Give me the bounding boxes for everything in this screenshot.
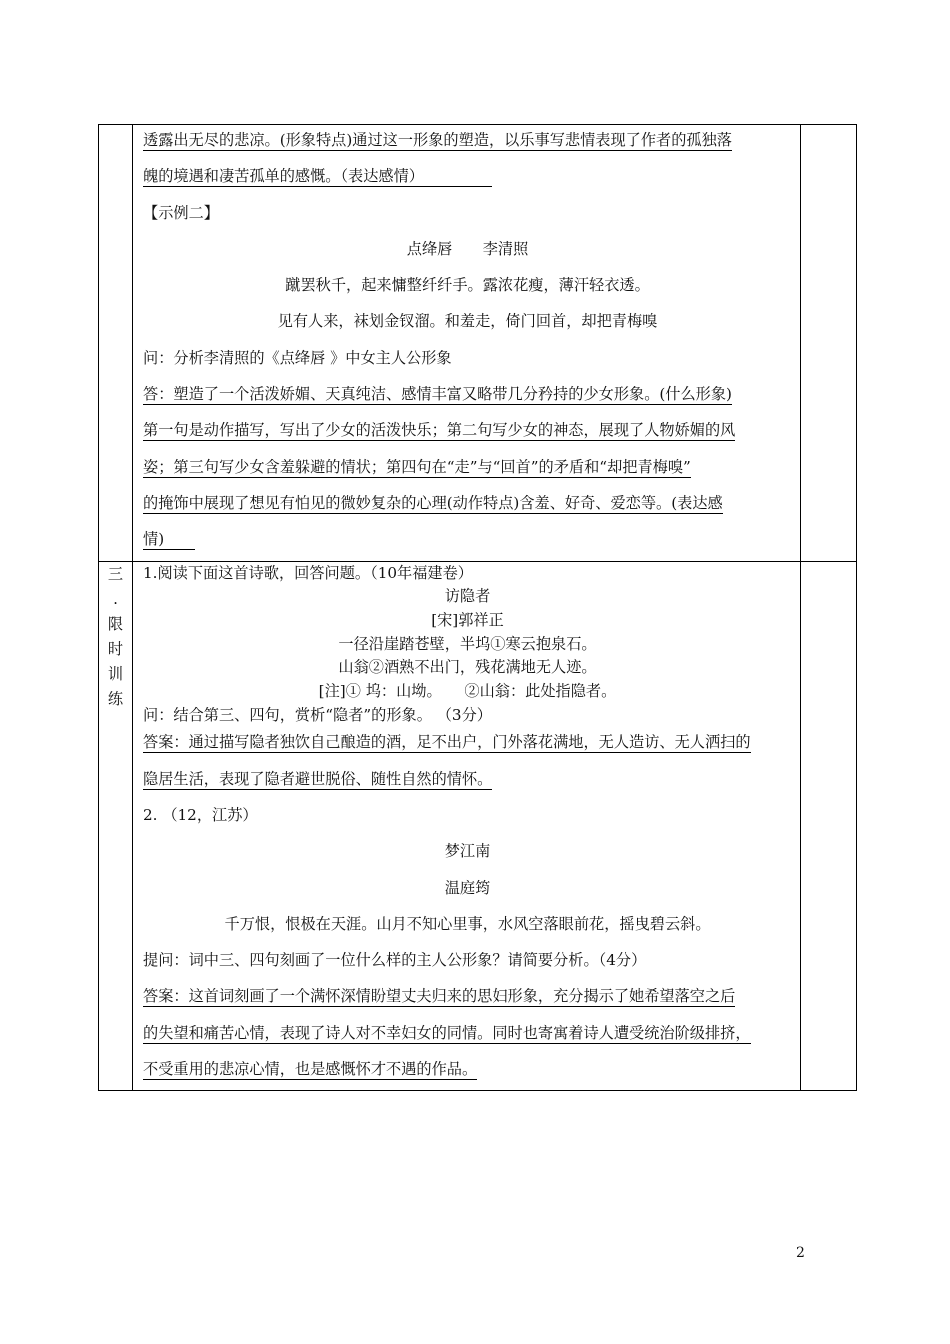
- poem-line: 见有人来，袜划金钗溜。和羞走，倚门回首，却把青梅嗅: [277, 312, 658, 331]
- poem-author: 温庭筠: [444, 878, 491, 897]
- poem-line: 山翁②酒熟不出门，残花满地无人迹。: [338, 658, 597, 677]
- question-text: 问：结合第三、四句，赏析“隐者”的形象。 （3分）: [143, 705, 492, 724]
- section-label-char: 三: [107, 564, 124, 583]
- content-cell-section3: [133, 561, 801, 1091]
- poem-line: 一径沿崖踏苍壁，半坞①寒云抱泉石。: [338, 634, 597, 653]
- answer-line: 答案：通过描写隐者独饮自己酿造的酒，足不出户，门外落花满地，无人造访、无人洒扫的: [143, 733, 751, 752]
- section-label-char: 练: [107, 689, 124, 708]
- analysis-line: 透露出无尽的悲凉。(形象特点)通过这一形象的塑造，以乐事写悲情表现了作者的孤独落: [143, 131, 732, 149]
- table-row-section3: [99, 561, 857, 1091]
- poem-title: 梦江南: [444, 842, 491, 861]
- poem-line: 千万恨，恨极在天涯。山月不知心里事，水风空落眼前花，摇曳碧云斜。: [224, 914, 711, 933]
- answer-line: 的掩饰中展现了想见有怕见的微妙复杂的心理(动作特点)含羞、好奇、爱恋等。(表达感: [143, 493, 723, 512]
- content-cell-upper: [133, 125, 801, 562]
- analysis-line: 魄的境遇和凄苦孤单的感慨。（表达感情）: [143, 167, 417, 186]
- poem-note: [注]① 坞：山坳。 ②山翁：此处指隐者。: [318, 682, 617, 700]
- answer-line: 答案：这首词刻画了一个满怀深情盼望丈夫归来的思妇形象，充分揭示了她希望落空之后: [143, 987, 736, 1006]
- question-text: 提问：词中三、四句刻画了一位什么样的主人公形象？请简要分析。（4分）: [143, 951, 647, 970]
- poem-author: [宋]郭祥正: [431, 610, 504, 629]
- notes-cell-section3: [801, 561, 857, 1091]
- answer-line: 姿；第三句写少女含羞躲避的情状；第四句在“走”与“回首”的矛盾和“却把青梅嗅”: [143, 457, 691, 476]
- lesson-table: [98, 124, 857, 1091]
- question-prompt: 1.阅读下面这首诗歌，回答问题。（10年福建卷）: [143, 563, 473, 582]
- question-text: 问：分析李清照的《点绛唇 》中女主人公形象: [143, 348, 452, 367]
- question-prompt: 2. （12，江苏）: [143, 805, 258, 824]
- answer-line: 不受重用的悲凉心情，也是感慨怀才不遇的作品。: [143, 1060, 478, 1079]
- example-label: 【示例二】: [143, 203, 219, 222]
- poem-title: 点绛唇 李清照: [406, 239, 529, 258]
- section-label-char: 时: [107, 639, 124, 658]
- table-row-upper: [99, 125, 857, 562]
- answer-line: 的失望和痛苦心情，表现了诗人对不幸妇女的同情。同时也寄寓着诗人遭受统治阶级排挤，: [143, 1023, 751, 1042]
- page-number: 2: [796, 1245, 805, 1261]
- answer-line: 隐居生活，表现了隐者避世脱俗、随性自然的情怀。: [143, 769, 493, 788]
- notes-cell-upper: [801, 125, 857, 562]
- poem-title: 访隐者: [444, 587, 491, 606]
- section-label-char: 限: [107, 614, 124, 633]
- section-label-char: 训: [107, 664, 124, 683]
- answer-line: 情): [143, 530, 165, 549]
- answer-line: 第一句是动作描写，写出了少女的活泼快乐；第二句写少女的神态，展现了人物娇媚的风: [143, 421, 736, 440]
- answer-line: 答：塑造了一个活泼娇媚、天真纯洁、感情丰富又略带几分矜持的少女形象。(什么形象): [143, 385, 732, 404]
- section-label-char: .: [113, 589, 118, 608]
- section-label-cell-empty: [99, 125, 133, 562]
- section-label-cell: [99, 561, 133, 1091]
- poem-line: 蹴罢秋千，起来慵整纤纤手。露浓花瘦，薄汗轻衣透。: [285, 276, 650, 295]
